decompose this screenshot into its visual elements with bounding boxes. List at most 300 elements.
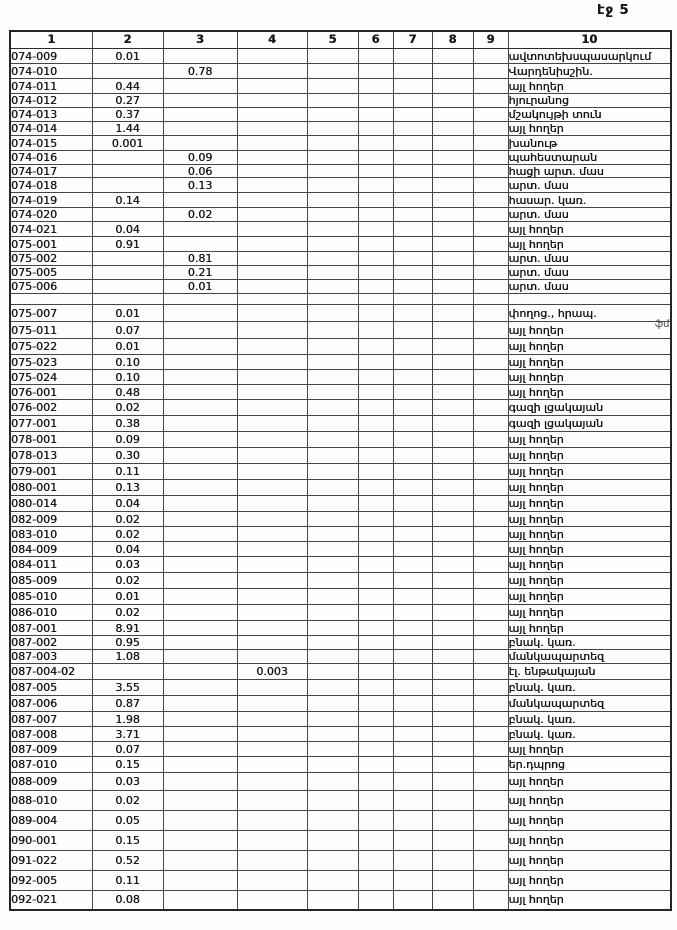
value-cell: [237, 122, 307, 136]
value-cell: [237, 79, 307, 94]
value-cell: [432, 480, 473, 496]
table-spacer-row: [10, 294, 671, 305]
value-cell: 0.10: [92, 355, 163, 370]
value-cell: [358, 680, 393, 696]
value-cell: [432, 773, 473, 791]
value-cell: [163, 512, 237, 527]
table-row: [10, 122, 671, 136]
table-row: [10, 712, 671, 727]
value-cell: [237, 266, 307, 280]
table-row: [10, 136, 671, 151]
value-cell: [307, 542, 358, 557]
value-cell: [432, 605, 473, 621]
value-cell: [432, 355, 473, 370]
table-row: [10, 757, 671, 773]
parcel-code-cell: 087-003: [10, 650, 92, 664]
value-cell: [432, 266, 473, 280]
value-cell: [358, 589, 393, 605]
value-cell: [358, 871, 393, 891]
description-cell: այլ հողեր: [508, 122, 671, 136]
value-cell: [432, 851, 473, 871]
parcel-code-cell: 082-009: [10, 512, 92, 527]
value-cell: [307, 557, 358, 573]
description-cell: այլ հողեր: [508, 448, 671, 464]
value-cell: [473, 727, 508, 742]
value-cell: [432, 94, 473, 108]
parcel-code-cell: 087-007: [10, 712, 92, 727]
value-cell: [307, 151, 358, 165]
value-cell: [237, 151, 307, 165]
value-cell: [307, 742, 358, 757]
value-cell: [163, 527, 237, 542]
value-cell: [237, 696, 307, 712]
parcel-code-cell: 092-005: [10, 871, 92, 891]
value-cell: [237, 416, 307, 432]
description-cell: այլ հողեր: [508, 871, 671, 891]
description-cell: գազի լցակայան: [508, 416, 671, 432]
table-row: [10, 339, 671, 355]
value-cell: 0.87: [92, 696, 163, 712]
value-cell: [393, 480, 432, 496]
description-cell: բնակ. կառ.: [508, 727, 671, 742]
value-cell: [163, 322, 237, 339]
value-cell: [163, 650, 237, 664]
value-cell: [163, 370, 237, 385]
parcel-code-cell: 084-011: [10, 557, 92, 573]
value-cell: [432, 831, 473, 851]
value-cell: [358, 650, 393, 664]
value-cell: [163, 496, 237, 512]
value-cell: [473, 339, 508, 355]
value-cell: [473, 527, 508, 542]
value-cell: [473, 355, 508, 370]
value-cell: [473, 280, 508, 294]
description-cell: այլ հողեր: [508, 237, 671, 252]
value-cell: 0.06: [163, 165, 237, 178]
table-row: [10, 178, 671, 193]
value-cell: 0.05: [92, 811, 163, 831]
table-row: [10, 448, 671, 464]
parcel-code-cell: 084-009: [10, 542, 92, 557]
value-cell: [307, 237, 358, 252]
description-cell: այլ հողեր: [508, 355, 671, 370]
value-cell: [358, 208, 393, 222]
value-cell: [393, 791, 432, 811]
value-cell: [237, 370, 307, 385]
value-cell: [163, 831, 237, 851]
value-cell: [237, 280, 307, 294]
value-cell: 1.44: [92, 122, 163, 136]
table-row: [10, 696, 671, 712]
value-cell: [307, 400, 358, 416]
description-cell: այլ հողեր: [508, 621, 671, 636]
value-cell: [358, 355, 393, 370]
value-cell: [432, 136, 473, 151]
description-cell: բնակ. կառ.: [508, 680, 671, 696]
description-cell: բնակ. կառ.: [508, 712, 671, 727]
value-cell: [237, 773, 307, 791]
value-cell: [358, 727, 393, 742]
description-cell: այլ հողեր: [508, 605, 671, 621]
value-cell: [237, 49, 307, 64]
value-cell: [393, 64, 432, 79]
value-cell: [92, 252, 163, 266]
value-cell: [358, 305, 393, 322]
value-cell: 3.55: [92, 680, 163, 696]
value-cell: [358, 480, 393, 496]
description-cell: այլ հողեր: [508, 512, 671, 527]
table-row: [10, 496, 671, 512]
value-cell: [432, 664, 473, 680]
value-cell: [358, 496, 393, 512]
value-cell: [163, 108, 237, 122]
value-cell: [358, 464, 393, 480]
value-cell: [473, 108, 508, 122]
description-cell: հասար. կառ.: [508, 193, 671, 208]
parcel-code-cell: 077-001: [10, 416, 92, 432]
parcel-code-cell: 089-004: [10, 811, 92, 831]
value-cell: [358, 512, 393, 527]
value-cell: [358, 664, 393, 680]
parcel-code-cell: 090-001: [10, 831, 92, 851]
value-cell: [307, 252, 358, 266]
description-cell: այլ հողեր: [508, 222, 671, 237]
description-cell: այլ հողեր: [508, 370, 671, 385]
value-cell: 0.02: [92, 605, 163, 621]
value-cell: 0.03: [92, 773, 163, 791]
value-cell: [432, 448, 473, 464]
parcel-code-cell: 074-014: [10, 122, 92, 136]
value-cell: [393, 557, 432, 573]
value-cell: [358, 712, 393, 727]
value-cell: [393, 222, 432, 237]
table-row: [10, 512, 671, 527]
value-cell: [473, 589, 508, 605]
value-cell: [432, 165, 473, 178]
value-cell: [358, 64, 393, 79]
description-cell: այլ հողեր: [508, 831, 671, 851]
value-cell: 0.30: [92, 448, 163, 464]
table-row: [10, 464, 671, 480]
parcel-code-cell: 074-013: [10, 108, 92, 122]
value-cell: [163, 891, 237, 910]
value-cell: [358, 416, 393, 432]
value-cell: [393, 712, 432, 727]
value-cell: [237, 527, 307, 542]
value-cell: [237, 355, 307, 370]
value-cell: [393, 464, 432, 480]
value-cell: [432, 527, 473, 542]
value-cell: [432, 712, 473, 727]
column-header: 6: [358, 31, 393, 49]
value-cell: [473, 151, 508, 165]
value-cell: [358, 757, 393, 773]
parcel-code-cell: 074-018: [10, 178, 92, 193]
value-cell: [237, 178, 307, 193]
value-cell: 0.09: [163, 151, 237, 165]
value-cell: [393, 742, 432, 757]
value-cell: [307, 294, 358, 305]
parcel-code-cell: 086-010: [10, 605, 92, 621]
value-cell: 0.02: [92, 400, 163, 416]
value-cell: [92, 266, 163, 280]
value-cell: [358, 193, 393, 208]
table-row: [10, 305, 671, 322]
table-row: [10, 650, 671, 664]
value-cell: [473, 178, 508, 193]
value-cell: [393, 49, 432, 64]
value-cell: [163, 385, 237, 400]
value-cell: [432, 49, 473, 64]
value-cell: [432, 79, 473, 94]
value-cell: 0.02: [92, 573, 163, 589]
column-header: 3: [163, 31, 237, 49]
value-cell: [163, 305, 237, 322]
value-cell: [163, 636, 237, 650]
table-row: [10, 871, 671, 891]
value-cell: [473, 871, 508, 891]
value-cell: [307, 305, 358, 322]
parcel-code-cell: 075-024: [10, 370, 92, 385]
value-cell: [393, 339, 432, 355]
value-cell: [473, 208, 508, 222]
value-cell: [432, 891, 473, 910]
value-cell: [473, 742, 508, 757]
table-row: [10, 589, 671, 605]
value-cell: [307, 193, 358, 208]
value-cell: [307, 266, 358, 280]
value-cell: [92, 664, 163, 680]
value-cell: [473, 222, 508, 237]
value-cell: [393, 811, 432, 831]
value-cell: [237, 621, 307, 636]
value-cell: [307, 416, 358, 432]
description-cell: այլ հողեր: [508, 496, 671, 512]
value-cell: [358, 891, 393, 910]
value-cell: [358, 696, 393, 712]
value-cell: [237, 557, 307, 573]
value-cell: [307, 339, 358, 355]
value-cell: [237, 727, 307, 742]
value-cell: [163, 589, 237, 605]
description-cell: այլ հողեր: [508, 773, 671, 791]
value-cell: [358, 151, 393, 165]
value-cell: 0.91: [92, 237, 163, 252]
value-cell: [307, 122, 358, 136]
value-cell: [358, 108, 393, 122]
value-cell: 0.03: [92, 557, 163, 573]
value-cell: [237, 480, 307, 496]
value-cell: [237, 589, 307, 605]
value-cell: [473, 573, 508, 589]
value-cell: [473, 512, 508, 527]
value-cell: [358, 851, 393, 871]
value-cell: [473, 385, 508, 400]
value-cell: [432, 680, 473, 696]
value-cell: [358, 573, 393, 589]
description-cell: բնակ. կառ.: [508, 636, 671, 650]
table-row: [10, 79, 671, 94]
value-cell: [393, 305, 432, 322]
value-cell: 0.78: [163, 64, 237, 79]
parcel-code-cell: 087-005: [10, 680, 92, 696]
table-row: [10, 557, 671, 573]
value-cell: [473, 636, 508, 650]
description-cell: այլ հողեր: [508, 79, 671, 94]
value-cell: [237, 871, 307, 891]
value-cell: 0.003: [237, 664, 307, 680]
value-cell: [473, 305, 508, 322]
value-cell: [237, 811, 307, 831]
table-row: [10, 636, 671, 650]
table-row: [10, 208, 671, 222]
value-cell: [432, 727, 473, 742]
parcel-code-cell: 078-001: [10, 432, 92, 448]
value-cell: 0.07: [92, 742, 163, 757]
value-cell: 0.01: [92, 339, 163, 355]
value-cell: [473, 370, 508, 385]
description-cell: արտ. մաս: [508, 208, 671, 222]
value-cell: 0.13: [92, 480, 163, 496]
description-cell: այլ հողեր: [508, 589, 671, 605]
value-cell: [473, 79, 508, 94]
value-cell: [237, 791, 307, 811]
value-cell: [307, 385, 358, 400]
parcel-code-cell: 074-011: [10, 79, 92, 94]
value-cell: [393, 851, 432, 871]
value-cell: [393, 773, 432, 791]
value-cell: [432, 193, 473, 208]
value-cell: [393, 527, 432, 542]
value-cell: [163, 339, 237, 355]
value-cell: [473, 791, 508, 811]
table-row: [10, 400, 671, 416]
value-cell: [432, 621, 473, 636]
value-cell: 0.21: [163, 266, 237, 280]
value-cell: [432, 339, 473, 355]
table-row: [10, 542, 671, 557]
value-cell: [432, 650, 473, 664]
table-row: [10, 605, 671, 621]
description-cell: արտ. մաս: [508, 252, 671, 266]
parcel-code-cell: 074-020: [10, 208, 92, 222]
value-cell: [92, 294, 163, 305]
land-parcel-table: [9, 30, 672, 911]
value-cell: [432, 237, 473, 252]
description-cell: [508, 294, 671, 305]
column-header: 7: [393, 31, 432, 49]
parcel-code-cell: 080-014: [10, 496, 92, 512]
value-cell: 0.14: [92, 193, 163, 208]
value-cell: [163, 680, 237, 696]
value-cell: 0.01: [92, 589, 163, 605]
parcel-code-cell: 080-001: [10, 480, 92, 496]
description-cell: այլ հողեր: [508, 557, 671, 573]
value-cell: [163, 400, 237, 416]
value-cell: [473, 136, 508, 151]
value-cell: [358, 448, 393, 464]
value-cell: [473, 64, 508, 79]
table-row: [10, 727, 671, 742]
value-cell: [473, 712, 508, 727]
value-cell: [307, 712, 358, 727]
table-row: [10, 742, 671, 757]
value-cell: [358, 252, 393, 266]
value-cell: 0.04: [92, 496, 163, 512]
value-cell: [237, 64, 307, 79]
column-header: 10: [508, 31, 671, 49]
value-cell: [473, 165, 508, 178]
column-header: 9: [473, 31, 508, 49]
value-cell: [237, 339, 307, 355]
value-cell: [307, 871, 358, 891]
value-cell: [473, 621, 508, 636]
value-cell: [393, 208, 432, 222]
parcel-code-cell: 074-019: [10, 193, 92, 208]
description-cell: այլ հողեր: [508, 322, 671, 339]
parcel-code-cell: 074-012: [10, 94, 92, 108]
description-cell: հյուրանոց: [508, 94, 671, 108]
value-cell: [163, 94, 237, 108]
value-cell: [163, 757, 237, 773]
value-cell: [393, 400, 432, 416]
value-cell: [432, 305, 473, 322]
table-row: [10, 416, 671, 432]
value-cell: [432, 557, 473, 573]
parcel-code-cell: 091-022: [10, 851, 92, 871]
value-cell: [393, 542, 432, 557]
value-cell: [358, 136, 393, 151]
parcel-code-cell: 076-002: [10, 400, 92, 416]
value-cell: [393, 252, 432, 266]
parcel-code-cell: 088-010: [10, 791, 92, 811]
value-cell: [473, 480, 508, 496]
parcel-code-cell: 074-015: [10, 136, 92, 151]
value-cell: [237, 400, 307, 416]
value-cell: [163, 605, 237, 621]
value-cell: [432, 791, 473, 811]
description-cell: գազի լցակայան: [508, 400, 671, 416]
column-header: 4: [237, 31, 307, 49]
value-cell: [393, 636, 432, 650]
value-cell: [237, 650, 307, 664]
value-cell: [432, 122, 473, 136]
parcel-code-cell: 085-010: [10, 589, 92, 605]
value-cell: [163, 573, 237, 589]
value-cell: [393, 165, 432, 178]
value-cell: [307, 512, 358, 527]
table-row: [10, 266, 671, 280]
value-cell: [393, 664, 432, 680]
value-cell: [473, 664, 508, 680]
value-cell: 0.09: [92, 432, 163, 448]
description-cell: մշակույթի տուն: [508, 108, 671, 122]
value-cell: [473, 49, 508, 64]
value-cell: [393, 416, 432, 432]
value-cell: [307, 136, 358, 151]
value-cell: [432, 757, 473, 773]
value-cell: [358, 742, 393, 757]
value-cell: [307, 108, 358, 122]
value-cell: 0.02: [163, 208, 237, 222]
parcel-code-cell: 074-010: [10, 64, 92, 79]
value-cell: [307, 696, 358, 712]
table-row: [10, 664, 671, 680]
table-row: [10, 193, 671, 208]
value-cell: 0.95: [92, 636, 163, 650]
value-cell: [307, 165, 358, 178]
value-cell: [237, 712, 307, 727]
